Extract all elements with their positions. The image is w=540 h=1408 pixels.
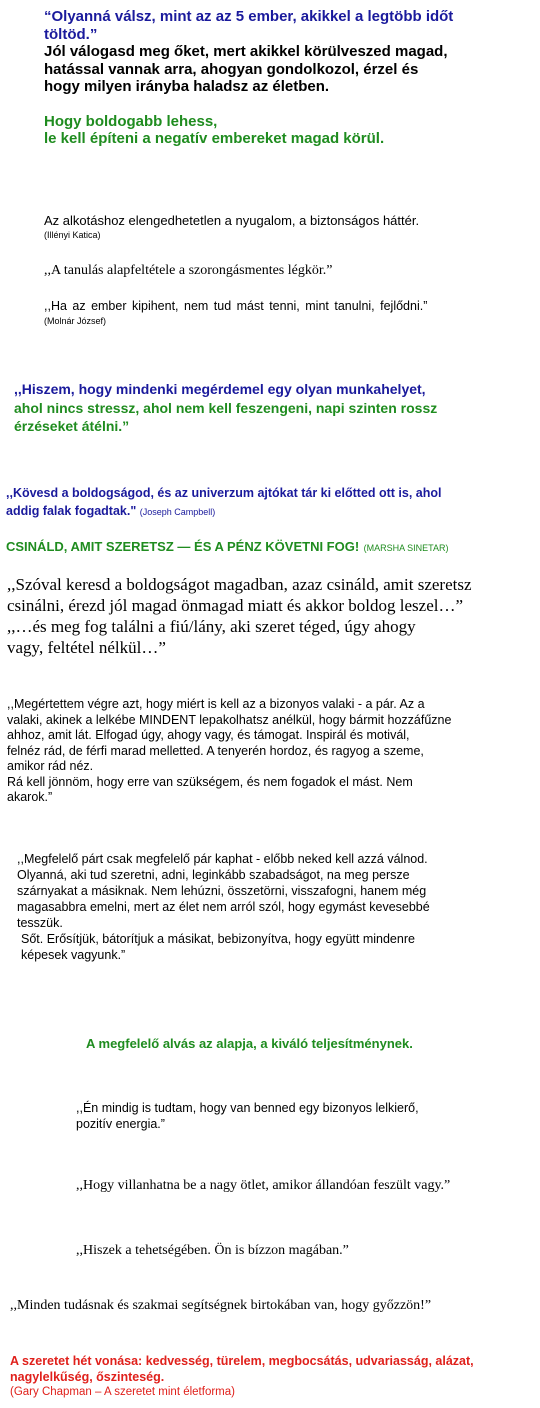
quote-line: akarok.” — [7, 790, 53, 804]
quote-line: nagylelkűség, őszinteség. — [10, 1370, 165, 1384]
quote-line: A szeretet hét vonása: kedvesség, türelem, megbocsátás, udvariasság, alázat, — [10, 1354, 474, 1368]
quote-author: (MARSHA SINETAR) — [363, 543, 449, 553]
quote-par — [7, 697, 537, 806]
quote-alvas: A megfelelő alvás az alapja, a kiváló teljesítménynek. — [86, 1036, 413, 1051]
quote-source: (Gary Chapman – A szeretet mint életforma) — [10, 1386, 235, 1398]
quote-line: képesek vagyunk.” — [21, 948, 126, 962]
quote-line: ,,Szóval keresd a boldogságot magadban, azaz csináld, amit szeretsz — [7, 575, 472, 594]
quote-author: (Joseph Campbell) — [139, 507, 216, 517]
quote-tanulas: ,,A tanulás alapfeltétele a szorongásmentes légkör.” — [44, 263, 333, 278]
quote-text: CSINÁLD, AMIT SZERETSZ — ÉS A PÉNZ KÖVETNI FOG! — [6, 539, 360, 554]
quote-green-line: Hogy boldogabb lehess, — [44, 112, 218, 130]
quote-line: magasabbra emelni, mert az élet nem arról szól, hogy egymást kevesebbé — [17, 900, 430, 914]
quote-line: ,,Én mindig is tudtam, hogy van benned egy bizonyos lelkierő, — [76, 1101, 419, 1115]
quote-line-green: ahol nincs stressz, ahol nem kell feszengeni, napi szinten rossz — [14, 399, 438, 416]
quote-green-line: le kell építeni a negatív embereket magad körül. — [44, 130, 385, 147]
quote-line: pozitív energia.” — [76, 1117, 165, 1131]
quote-line: Olyanná, aki tud szeretni, adni, leginkább szabadságot, na meg persze — [17, 868, 410, 882]
quote-nyugalom — [44, 212, 534, 241]
quote-tehetseg: ,,Hiszek a tehetségében. Ön is bízzon magában.” — [76, 1243, 349, 1258]
quote-chapman — [10, 1353, 536, 1399]
quote-title-line: “Olyanná válsz, mint az az 5 ember, akikkel a legtöbb időt — [44, 8, 454, 25]
quote-lelkiero — [76, 1100, 536, 1132]
quote-body-line: hatással vannak arra, ahogyan gondolkozol, érzel és — [44, 60, 419, 78]
quote-boldogsag — [7, 574, 537, 658]
quote-line-navy: ,,Hiszem, hogy mindenki megérdemel egy olyan munkahelyet, — [14, 381, 426, 397]
quote-line-green: érzéseket átélni.” — [14, 418, 130, 434]
quote-line: amikor rád néz. — [7, 759, 94, 773]
quote-line: Rá kell jönnöm, hogy erre van szükségem, és nem fogadok el mást. Nem — [7, 774, 413, 789]
quote-gyozzon: ,,Minden tudásnak és szakmai segítségnek birtokában van, hogy győzzön!” — [10, 1298, 432, 1313]
quote-text: Az alkotáshoz elengedhetetlen a nyugalom, a biztonságos háttér. — [44, 213, 420, 228]
quote-line: szárnyakat a másiknak. Nem lehúzni, összetörni, visszafogni, hanem még — [17, 884, 427, 898]
quote-line: ,,Megfelelő párt csak megfelelő pár kaphat - előbb neked kell azzá válnod. — [17, 852, 428, 866]
quote-sinetar — [6, 539, 536, 556]
quote-author: (Molnár József) — [44, 316, 107, 326]
quote-line: vagy, feltétel nélkül…” — [7, 638, 166, 657]
quote-body-line: hogy milyen irányba haladsz az életben. — [44, 78, 330, 95]
quote-otlet: ,,Hogy villanhatna be a nagy ötlet, amikor állandóan feszült vagy.” — [76, 1178, 451, 1193]
quote-author: (Illényi Katica) — [44, 230, 101, 240]
quote-line: ,,Megértettem végre azt, hogy miért is kell az a bizonyos valaki - a pár. Az a — [7, 697, 425, 711]
quote-megfelelo-par — [17, 851, 537, 963]
quote-title-line: töltöd.” — [44, 25, 98, 43]
quote-five-people — [44, 8, 534, 148]
quote-body-line: Jól válogasd meg őket, mert akikkel körülveszed magad, — [44, 43, 448, 60]
quote-line: ,,Kövesd a boldogságod, és az univerzum ajtókat tár ki előtted ott is, ahol — [6, 486, 442, 500]
quote-text: ,,Ha az ember kipihent, nem tud mást tenni, mint tanulni, fejlődni.” — [44, 299, 428, 313]
quote-line: csinálni, érezd jól magad önmagad miatt és akkor boldog leszel…” — [7, 596, 464, 615]
quote-line: ,,…és meg fog találni a fiú/lány, aki szeret téged, úgy ahogy — [7, 617, 416, 636]
quote-line: ahhoz, amit lát. Elfogad úgy, ahogy vagy, és támogat. Inspirál és motivál, — [7, 728, 410, 742]
quote-campbell — [6, 484, 536, 521]
quote-kipihent — [44, 298, 534, 327]
quote-line: addig falak fogadtak." — [6, 504, 137, 518]
quote-line: tesszük. — [17, 916, 63, 930]
quote-line: valaki, akinek a lelkébe MINDENT lepakolhatsz anélkül, hogy bármit hozzáfűzne — [7, 712, 452, 727]
quote-line: felnéz rád, de férfi marad melletted. A tenyerén hordoz, és ragyog a szeme, — [7, 743, 424, 758]
quote-line: Sőt. Erősítjük, bátorítjuk a másikat, bebizonyítva, hogy együtt mindenre — [21, 932, 415, 946]
quote-munkahely — [14, 380, 534, 436]
